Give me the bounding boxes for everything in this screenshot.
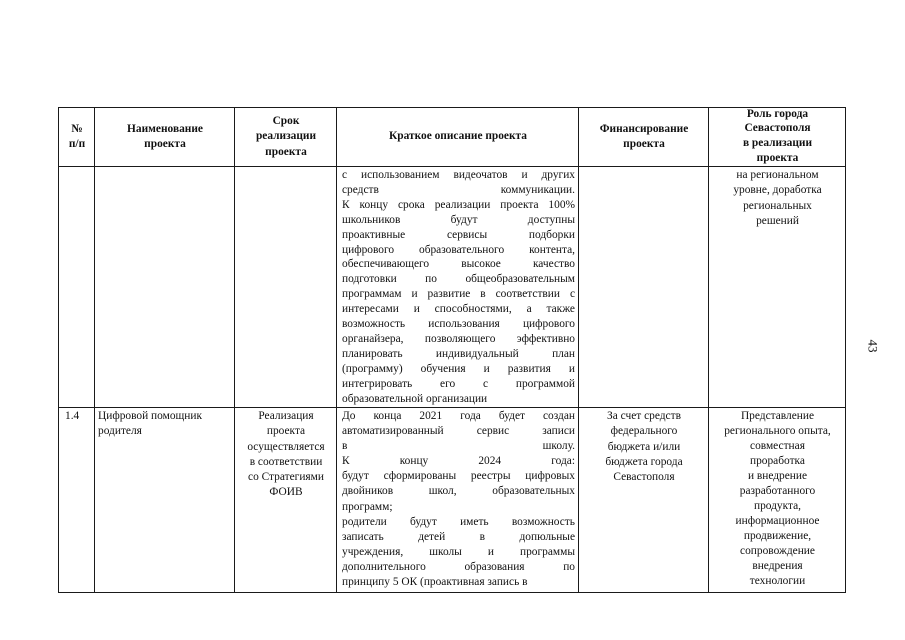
text-line: на региональном bbox=[736, 169, 819, 181]
text-line: К концу срока реализации проекта 100% bbox=[342, 198, 575, 211]
text-line: До конца 2021 года будет создан bbox=[342, 410, 575, 422]
text-line: средств коммуникации. bbox=[342, 183, 575, 196]
text-line: проекта bbox=[756, 151, 799, 164]
text-line: Севастополя bbox=[744, 122, 811, 135]
text-line: уровне, доработка bbox=[733, 184, 822, 197]
text-line: сопровождение bbox=[740, 545, 815, 557]
text-line: проекта bbox=[265, 145, 307, 158]
row-1-4-financing bbox=[580, 409, 708, 485]
text-line: записать детей в допюльные bbox=[342, 530, 575, 543]
text-line: Краткое описание проекта bbox=[389, 130, 527, 143]
row-1-4-role bbox=[710, 409, 845, 589]
text-line: интересами и способностями, а также bbox=[342, 303, 575, 316]
prev-row-description bbox=[342, 168, 575, 407]
header-role bbox=[710, 106, 845, 166]
header-num bbox=[60, 108, 94, 166]
text-line: информационное bbox=[735, 515, 820, 527]
text-line: решений bbox=[756, 214, 799, 227]
text-line: проекта bbox=[144, 138, 186, 150]
text-line: технологии bbox=[749, 575, 806, 587]
text-line: реализации bbox=[255, 130, 317, 143]
text-line: принципу 5 ОК (проактивная запись в bbox=[342, 576, 528, 589]
text-line: Севастополя bbox=[613, 471, 675, 484]
text-line: внедрения bbox=[752, 560, 803, 572]
text-line: совместная bbox=[750, 440, 805, 452]
text-line: в реализации bbox=[742, 137, 813, 149]
prev-row-role bbox=[710, 168, 845, 229]
text-line: обеспечивающего высокое качество bbox=[342, 258, 575, 271]
text-line: родители будут иметь возможность bbox=[342, 515, 575, 528]
header-term bbox=[236, 108, 336, 166]
page-number: 43 bbox=[865, 339, 881, 353]
row-1-4-num: 1.4 bbox=[65, 410, 80, 422]
text-line: двойников школ, образовательных bbox=[342, 485, 575, 498]
header-name bbox=[96, 108, 234, 166]
text-line: цифрового образовательного контента, bbox=[342, 243, 575, 256]
text-line: регионального опыта, bbox=[724, 425, 831, 437]
text-line: дополнительного образования по bbox=[342, 560, 575, 573]
text-line: со Стратегиями bbox=[248, 471, 324, 484]
row-1-4-name bbox=[98, 409, 232, 440]
text-line: с использованием видеочатов и других bbox=[342, 169, 575, 181]
text-line: п/п bbox=[68, 138, 86, 150]
text-line: программ; bbox=[342, 500, 393, 513]
text-line: проекта bbox=[623, 138, 665, 150]
text-line: бюджета и/или bbox=[607, 440, 681, 453]
text-line: осуществляется bbox=[247, 440, 325, 453]
text-line: (программу) обучения и развития и bbox=[342, 362, 575, 375]
text-line: ФОИВ bbox=[269, 486, 303, 499]
text-line: К концу 2024 года: bbox=[342, 455, 575, 468]
text-line: и внедрение bbox=[747, 470, 808, 482]
text-line: будут сформированы реестры цифровых bbox=[342, 470, 575, 483]
text-line: планировать индивидуальный план bbox=[342, 347, 575, 360]
text-line: № bbox=[71, 122, 83, 135]
project-table bbox=[58, 107, 846, 593]
text-line: проекта bbox=[266, 425, 306, 438]
text-line: Реализация bbox=[258, 410, 314, 422]
text-line: федерального bbox=[610, 425, 678, 438]
text-line: школьников будут доступны bbox=[342, 213, 575, 226]
text-line: проработка bbox=[750, 455, 805, 467]
text-line: родителя bbox=[98, 425, 142, 438]
text-line: органайзера, позволяющего эффективно bbox=[342, 332, 575, 345]
header-description bbox=[338, 108, 578, 166]
text-line: учреждения, школы и программы bbox=[342, 545, 575, 558]
text-line: региональных bbox=[743, 199, 812, 212]
text-line: Финансирование bbox=[599, 122, 689, 135]
text-line: проактивные сервисы подборки bbox=[342, 228, 575, 241]
text-line: Наименование bbox=[127, 122, 203, 135]
row-1-4-term bbox=[236, 409, 336, 501]
header-financing bbox=[580, 108, 708, 166]
text-line: За счет средств bbox=[607, 410, 681, 422]
text-line: продвижение, bbox=[743, 530, 812, 542]
text-line: Срок bbox=[272, 115, 300, 128]
text-line: интегрировать его с программой bbox=[342, 377, 575, 390]
text-line: возможность использования цифрового bbox=[342, 318, 575, 331]
text-line: в школу. bbox=[342, 440, 575, 453]
text-line: разработанного bbox=[739, 485, 816, 497]
row-1-4-description bbox=[342, 409, 575, 590]
text-line: бюджета города bbox=[605, 455, 683, 468]
text-line: Роль города bbox=[746, 107, 809, 120]
text-line: программам и развитие в соответствии с bbox=[342, 288, 575, 301]
text-line: Представление bbox=[740, 410, 815, 422]
text-line: автоматизированный сервис записи bbox=[342, 425, 575, 438]
text-line: Цифровой помощник bbox=[98, 410, 203, 422]
text-line: подготовки по общеобразовательным bbox=[342, 273, 575, 286]
text-line: в соответствии bbox=[249, 455, 323, 468]
text-line: продукта, bbox=[753, 500, 802, 512]
text-line: образовательной организации bbox=[342, 392, 488, 405]
